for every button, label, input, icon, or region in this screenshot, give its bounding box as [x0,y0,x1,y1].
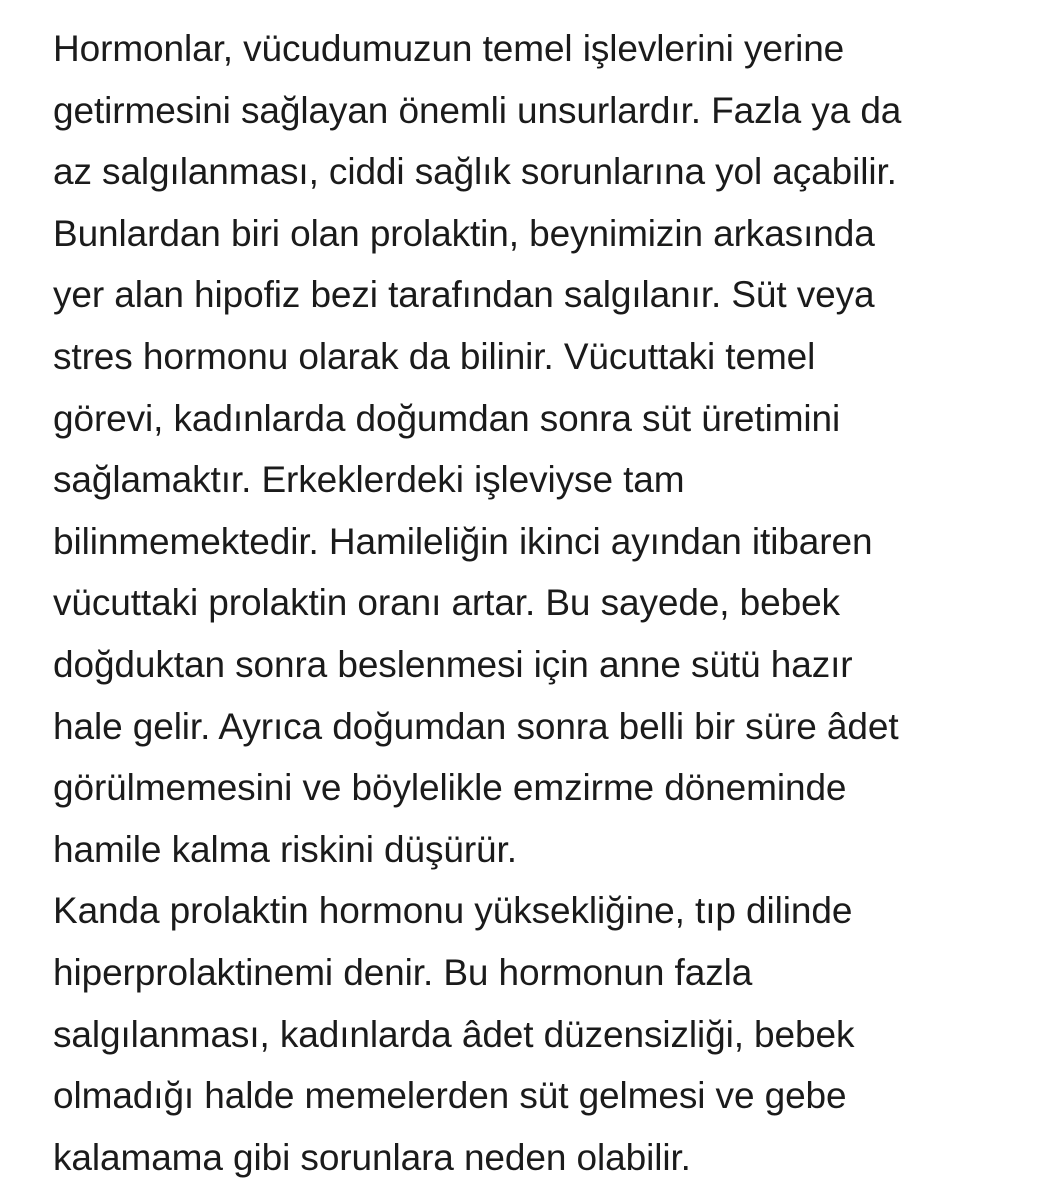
text-line-4: Bunlardan biri olan prolaktin, beynimizin arkasında [53,212,875,254]
text-line-15: Kanda prolaktin hormonu yüksekliğine, tıp dilinde [53,890,853,932]
text-line-1: Hormonlar, vücudumuzun temel işlevlerini yerine [53,28,845,69]
text-line-14: hamile kalma riskini düşürür. [53,828,517,870]
text-line-17: salgılanması, kadınlarda âdet düzensizliği, bebek [53,1013,855,1055]
text-line-18: olmadığı halde memelerden süt gelmesi ve gebe [53,1075,847,1117]
text-line-7: görevi, kadınlarda doğumdan sonra süt üretimini [53,397,841,439]
text-line-5: yer alan hipofiz bezi tarafından salgılanır. Süt veya [53,274,875,316]
text-line-8: sağlamaktır. Erkeklerdeki işleviyse tam [53,459,685,501]
text-line-11: doğduktan sonra beslenmesi için anne sütü hazır [53,643,853,685]
text-line-13: görülmemesini ve böylelikle emzirme döneminde [53,767,847,809]
text-line-12: hale gelir. Ayrıca doğumdan sonra belli bir süre âdet [53,705,899,747]
text-line-10: vücuttaki prolaktin oranı artar. Bu sayede, bebek [53,582,840,624]
text-line-19: kalamama gibi sorunlara neden olabilir. [53,1136,691,1178]
text-line-16: hiperprolaktinemi denir. Bu hormonun fazla [53,951,753,993]
text-line-6: stres hormonu olarak da bilinir. Vücuttaki temel [53,335,816,377]
article-text [53,18,1053,1188]
text-line-9: bilinmemektedir. Hamileliğin ikinci ayından itibaren [53,520,873,562]
text-line-2: getirmesini sağlayan önemli unsurlardır. Fazla ya da [53,89,902,131]
text-line-3: az salgılanması, ciddi sağlık sorunlarına yol açabilir. [53,151,897,193]
